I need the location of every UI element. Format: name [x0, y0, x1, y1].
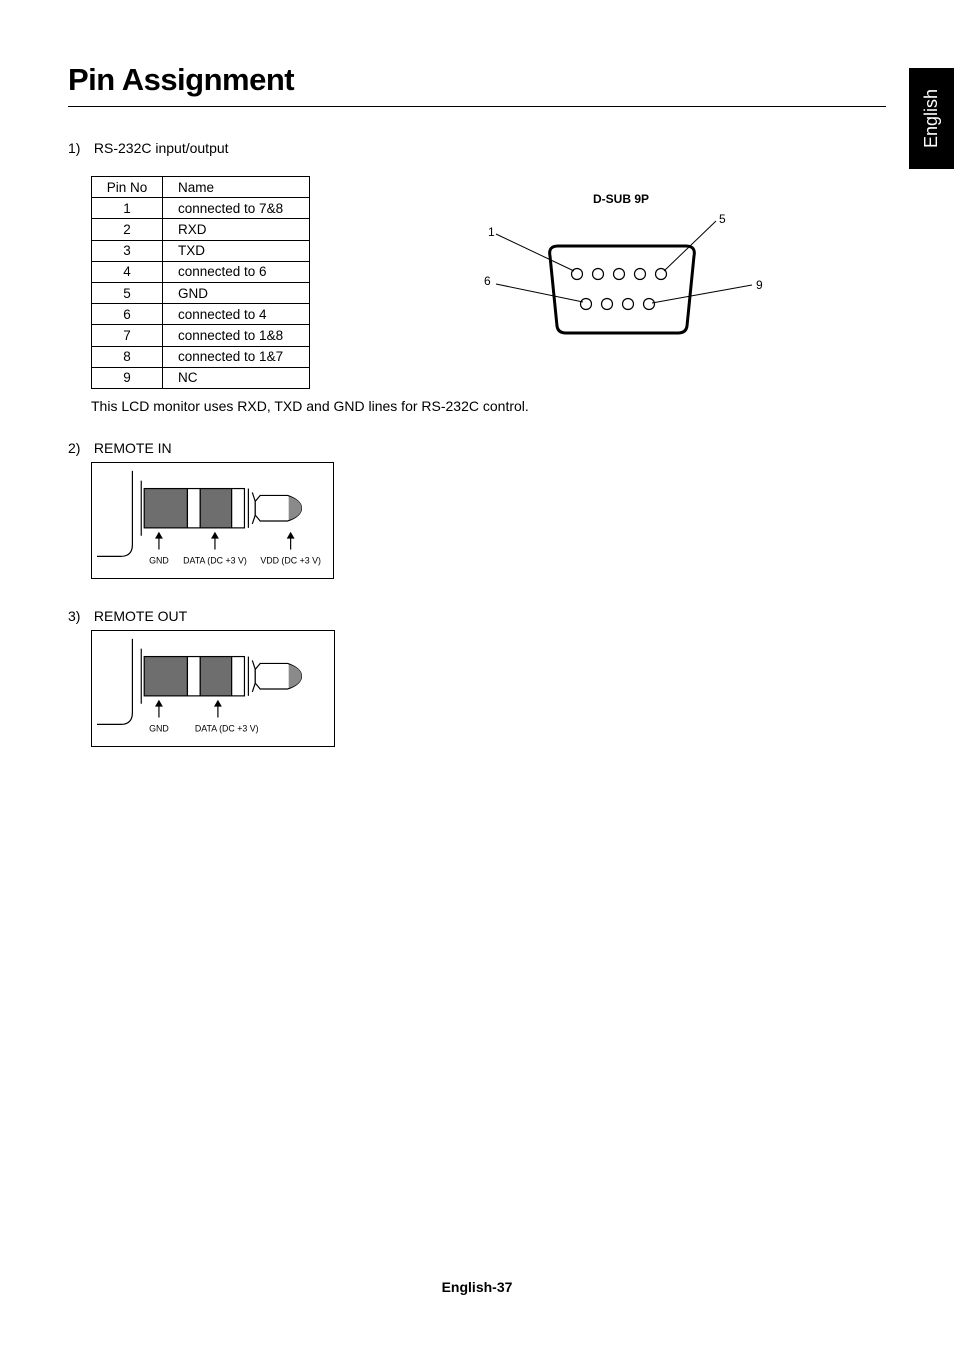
pin-number-cell: 6 [92, 304, 163, 325]
arrow-head [155, 532, 163, 539]
table-row [92, 261, 310, 282]
arrow-head [155, 700, 163, 707]
pin-number-cell: 4 [92, 261, 163, 282]
sleeve-band [144, 489, 187, 528]
section-number: 1) [68, 140, 81, 156]
section-label: REMOTE IN [93, 440, 172, 456]
pin-number-cell: 9 [92, 367, 163, 388]
panel-outline [97, 639, 132, 725]
arrow-head [211, 532, 219, 539]
insulator-ring [232, 489, 245, 528]
pin-number-cell: 2 [92, 219, 163, 240]
pin-callout-5: 5 [719, 212, 726, 226]
pin-callout-9: 9 [756, 278, 763, 292]
arrow-head [287, 532, 295, 539]
pin-hole [623, 299, 634, 310]
pin-table [91, 176, 310, 389]
pin-name-cell: connected to 6 [163, 261, 310, 282]
pin-number-cell: 3 [92, 240, 163, 261]
pin-hole [635, 269, 646, 280]
table-row [92, 304, 310, 325]
tip-contact [289, 664, 302, 688]
pin-name-cell: connected to 1&8 [163, 325, 310, 346]
ring-band [200, 657, 231, 696]
section-rs232c-heading [68, 140, 229, 156]
section-remote-out-heading [68, 608, 187, 624]
pin-name-cell: RXD [163, 219, 310, 240]
pin-name-cell: connected to 1&7 [163, 346, 310, 367]
pin-callout-1: 1 [488, 225, 495, 239]
pin-number-cell: 1 [92, 198, 163, 219]
insulator-ring [187, 657, 200, 696]
table-row [92, 240, 310, 261]
page-footer: English-37 [441, 1279, 513, 1295]
arrow-head [214, 700, 222, 707]
connector-label: D-SUB 9P [592, 192, 650, 206]
table-row [92, 219, 310, 240]
leader-line [496, 234, 574, 271]
pin-hole [644, 299, 655, 310]
label-data: DATA (DC +3 V) [183, 555, 247, 566]
pin-hole [593, 269, 604, 280]
sleeve-band [144, 657, 187, 696]
pin-number-cell: 5 [92, 282, 163, 303]
label-gnd: GND [149, 555, 169, 566]
rs232c-note: This LCD monitor uses RXD, TXD and GND lines for RS-232C control. [91, 398, 529, 414]
column-header-pin-no: Pin No [92, 177, 163, 198]
label-data: DATA (DC +3 V) [194, 723, 259, 734]
label-vdd: VDD (DC +3 V) [260, 555, 321, 566]
insulator-ring [232, 657, 245, 696]
language-tab-label: English [921, 88, 942, 149]
section-number: 3) [68, 608, 81, 624]
tip-contact [289, 496, 302, 520]
label-gnd: GND [149, 723, 169, 734]
pin-number-cell: 7 [92, 325, 163, 346]
table-row [92, 198, 310, 219]
insulator-ring [187, 489, 200, 528]
pin-name-cell: connected to 7&8 [163, 198, 310, 219]
language-tab [909, 68, 954, 169]
page-title: Pin Assignment [68, 62, 295, 97]
table-row [92, 282, 310, 303]
connector-shell [550, 246, 695, 333]
column-header-name: Name [163, 177, 310, 198]
pin-callout-6: 6 [484, 274, 491, 288]
pin-name-cell: connected to 4 [163, 304, 310, 325]
pin-name-cell: GND [163, 282, 310, 303]
section-label: REMOTE OUT [93, 608, 188, 624]
pin-name-cell: TXD [163, 240, 310, 261]
remote-in-jack-diagram [91, 462, 334, 579]
panel-outline [97, 471, 132, 557]
table-row [92, 367, 310, 388]
section-number: 2) [68, 440, 81, 456]
remote-out-jack-diagram [91, 630, 335, 747]
dsub-connector-diagram [470, 188, 780, 343]
table-row [92, 346, 310, 367]
pin-hole [602, 299, 613, 310]
section-remote-in-heading [68, 440, 172, 456]
pin-name-cell: NC [163, 367, 310, 388]
leader-line [652, 285, 752, 303]
pin-number-cell: 8 [92, 346, 163, 367]
title-divider [68, 106, 886, 107]
section-label: RS-232C input/output [93, 140, 229, 156]
pin-hole [581, 299, 592, 310]
table-row [92, 325, 310, 346]
pin-hole [614, 269, 625, 280]
leader-line [496, 284, 583, 302]
pin-table-header [92, 177, 310, 198]
ring-band [200, 489, 231, 528]
